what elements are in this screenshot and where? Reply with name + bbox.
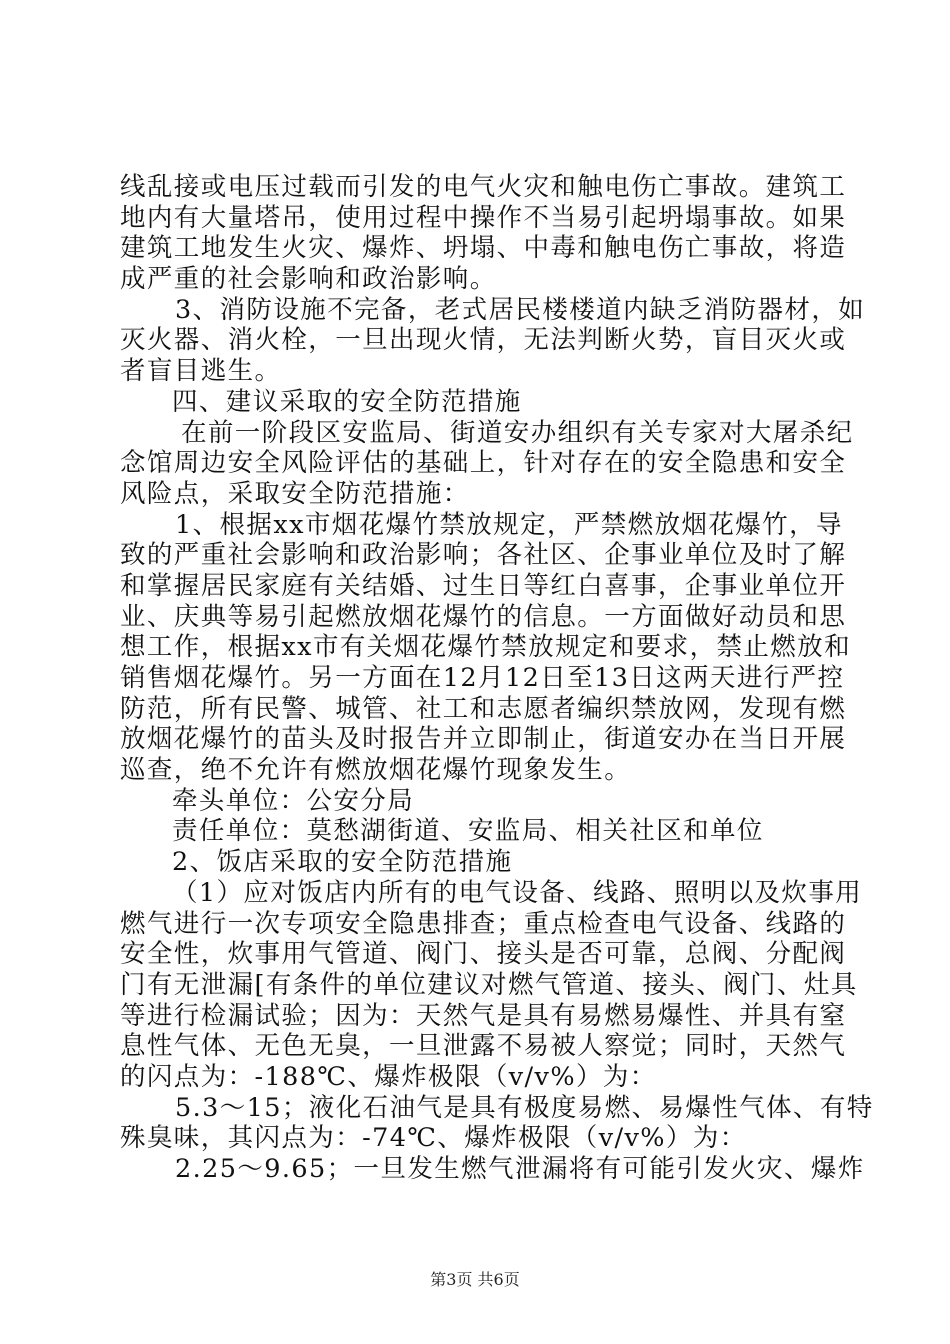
text-line: 线乱接或电压过载而引发的电气火灾和触电伤亡事故。建筑工 [120,172,847,202]
responsible-unit-line: 责任单位：莫愁湖街道、安监局、相关社区和单位 [172,816,764,846]
text-line: 2.25～9.65；一旦发生燃气泄漏将有可能引发火灾、爆炸 [175,1154,865,1184]
text-line: 燃气进行一次专项安全隐患排查；重点检查电气设备、线路的 [120,909,847,939]
text-line: 殊臭味，其闪点为：-74℃、爆炸极限（v/v%）为： [120,1123,747,1153]
section-heading: 四、建议采取的安全防范措施 [172,387,522,417]
page-number-footer: 第3页 共6页 [430,1270,520,1289]
text-line: 和掌握居民家庭有关结婚、过生日等红白喜事，企事业单位开 [120,571,847,601]
text-line: 门有无泄漏[有条件的单位建议对燃气管道、接头、阀门、灶具 [120,970,858,1000]
text-line: 风险点，采取安全防范措施： [120,479,470,509]
text-line: 1、根据xx市烟花爆竹禁放规定，严禁燃放烟花爆竹，导 [175,510,843,540]
text-line: 业、庆典等易引起燃放烟花爆竹的信息。一方面做好动员和思 [120,602,847,632]
text-line: 防范，所有民警、城管、社工和志愿者编织禁放网，发现有燃 [120,694,847,724]
text-line: 灭火器、消火栓，一旦出现火情，无法判断火势，盲目灭火或 [120,325,847,355]
text-line: 念馆周边安全风险评估的基础上，针对存在的安全隐患和安全 [120,448,847,478]
text-line: 者盲目逃生。 [120,356,282,386]
text-line: 想工作，根据xx市有关烟花爆竹禁放规定和要求，禁止燃放和 [120,632,851,662]
text-line: 致的严重社会影响和政治影响；各社区、企事业单位及时了解 [120,540,847,570]
text-line: 放烟花爆竹的苗头及时报告并立即制止，街道安办在当日开展 [120,724,847,754]
text-line: 息性气体、无色无臭，一旦泄露不易被人察觉；同时，天然气 [120,1031,847,1061]
text-line: 5.3～15；液化石油气是具有极度易燃、易爆性气体、有特 [175,1093,874,1123]
text-line: （1）应对饭店内所有的电气设备、线路、照明以及炊事用 [172,878,863,908]
text-line: 巡查，绝不允许有燃放烟花爆竹现象发生。 [120,755,632,785]
text-line: 等进行检漏试验；因为：天然气是具有易燃易爆性、并具有窒 [120,1001,847,1031]
text-line: 的闪点为：-188℃、爆炸极限（v/v%）为： [120,1062,657,1092]
text-line: 地内有大量塔吊，使用过程中操作不当易引起坍塌事故。如果 [120,203,847,233]
text-line: 3、消防设施不完备，老式居民楼楼道内缺乏消防器材，如 [175,295,866,325]
text-line: 成严重的社会影响和政治影响。 [120,264,497,294]
section-heading: 2、饭店采取的安全防范措施 [172,847,513,877]
text-line: 在前一阶段区安监局、街道安办组织有关专家对大屠杀纪 [181,418,854,448]
lead-unit-line: 牵头单位：公安分局 [172,786,415,816]
text-line: 销售烟花爆竹。另一方面在12月12日至13日这两天进行严控 [120,663,845,693]
text-line: 安全性，炊事用气管道、阀门、接头是否可靠，总阀、分配阀 [120,939,847,969]
text-line: 建筑工地发生火灾、爆炸、坍塌、中毒和触电伤亡事故，将造 [120,233,847,263]
